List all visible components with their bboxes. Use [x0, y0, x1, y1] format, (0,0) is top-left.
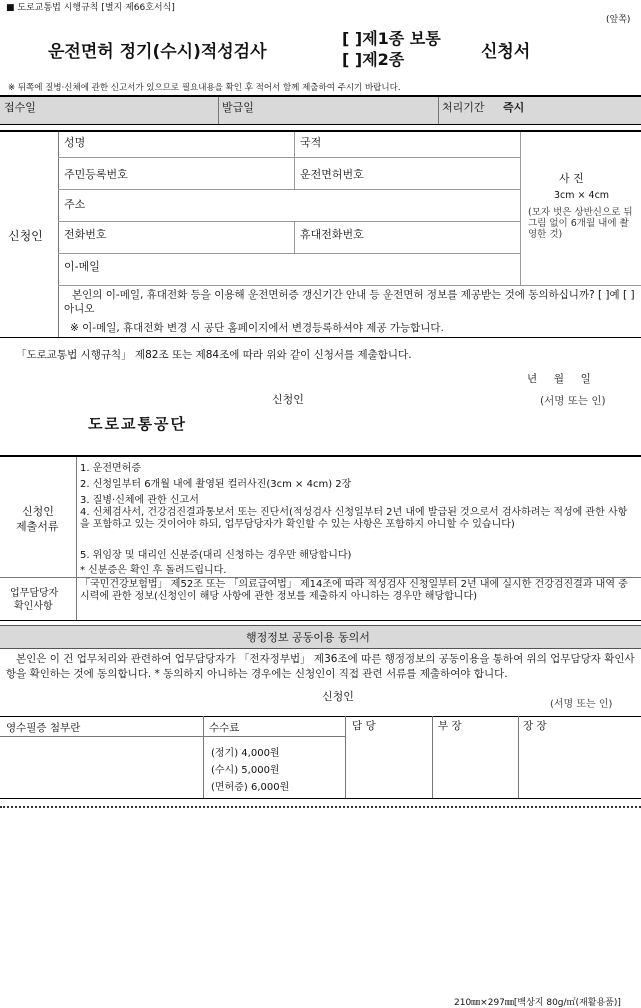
phone-field[interactable]: 전화번호	[64, 228, 107, 241]
declaration-date[interactable]: 년 월 일	[527, 373, 591, 385]
divider	[345, 716, 346, 798]
paper-size: 210㎜×297㎜[백상지 80g/㎡(재활용품)]	[454, 998, 621, 1008]
fee-occasional: (수시) 5,000원	[211, 765, 280, 776]
rule	[0, 716, 641, 717]
resident-number-field[interactable]: 주민등록번호	[64, 168, 128, 181]
name-field[interactable]: 성명	[64, 136, 86, 149]
divider	[294, 221, 295, 253]
admin-applicant: 신청인	[322, 690, 354, 703]
rule	[0, 337, 641, 338]
approval-chief: 장 장	[523, 720, 547, 732]
document-item: 2. 신청일부터 6개월 내에 촬영된 컬러사진(3cm × 4cm) 2장	[80, 479, 352, 490]
divider	[438, 97, 439, 124]
email-field[interactable]: 이-메일	[64, 260, 100, 273]
rule	[0, 620, 641, 621]
consent-note: ※ 이-메일, 휴대전화 변경 시 공단 홈페이지에서 변경등록하셔야 제공 가능합니다.	[70, 322, 444, 334]
declaration-sign[interactable]: (서명 또는 인)	[540, 395, 606, 407]
divider	[58, 285, 641, 286]
admin-sign[interactable]: (서명 또는 인)	[550, 699, 613, 710]
divider	[203, 716, 204, 798]
document-item: 3. 질병·신체에 관한 신고서	[80, 495, 199, 506]
issue-date-label: 발급일	[222, 101, 254, 114]
approval-staff: 담 당	[352, 720, 376, 732]
applicant-section-label: 신청인	[8, 229, 43, 243]
divider	[432, 716, 433, 798]
receipt-row	[0, 97, 641, 124]
consent-text: 본인의 이-메일, 휴대전화 등을 이용해 운전면허증 갱신기간 안내 등 운전면허 정보를 제공받는 것에 동의하십니까? [ ]예 [ ]아니오	[64, 289, 635, 315]
divider	[518, 716, 519, 798]
rule	[0, 455, 641, 457]
divider	[58, 189, 520, 190]
page-side: (앞쪽)	[606, 15, 631, 25]
documents-label-1: 신청인	[22, 505, 54, 518]
law-reference: ■ 도로교통법 시행규칙 [별지 제66호서식]	[6, 3, 175, 13]
divider	[0, 736, 345, 737]
rule	[0, 124, 641, 125]
divider	[58, 132, 59, 337]
form-title-suffix: 신청서	[481, 42, 531, 62]
fee-license: (면허증) 6,000원	[211, 782, 290, 793]
divider	[58, 157, 520, 158]
admin-consent-text: 본인은 이 건 업무처리와 관련하여 업무담당자가 「전자정부법」 제36조에 따른 행정정보의 공동이용을 통하여 위의 업무담당자 확인사항을 확인하는 것에 동의합니다. * 동의하지 아니하는 경우에는 신청인이 직접 관련 서류를 제출하여야 합니다.	[6, 653, 635, 680]
declaration-applicant: 신청인	[272, 393, 304, 406]
header-note: ※ 뒤쪽에 질병·신체에 관한 신고서가 있으므로 필요내용을 확인 후 적어서 함께 제출하여 주시기 바랍니다.	[8, 83, 401, 93]
class2-checkbox[interactable]: [ ]제2종	[342, 50, 405, 69]
document-item: 4. 신체검사서, 건강검진결과통보서 또는 진단서(적성검사 신청일부터 2년 내에 발급된 것으로서 검사하려는 적성에 관한 사항을 포함하고 있는 것이어야 하되, 업무담당자가 확인할 수 있는 사항은 포함하지 아니할 수 있습니다)	[80, 507, 628, 530]
document-item: 5. 위임장 및 대리인 신분증(대리 신청하는 경우만 해당합니다)	[80, 550, 352, 561]
divider	[76, 457, 77, 620]
recipient-agency: 도로교통공단	[88, 415, 187, 433]
rule	[0, 130, 641, 132]
photo-title: 사 진	[559, 172, 584, 185]
officer-label-2: 확인사항	[14, 601, 53, 612]
divider	[58, 221, 520, 222]
documents-note: * 신분증은 확인 후 돌려드립니다.	[80, 565, 227, 576]
officer-label-1: 업무담당자	[10, 588, 59, 599]
rule	[0, 798, 641, 799]
approval-manager: 부 장	[438, 720, 462, 732]
cut-line	[0, 806, 641, 808]
divider	[294, 132, 295, 189]
nationality-field[interactable]: 국적	[300, 136, 322, 149]
processing-period-label: 처리기간	[442, 101, 485, 114]
mobile-field[interactable]: 휴대전화번호	[300, 228, 364, 241]
divider	[58, 253, 520, 254]
officer-check-text: 「국민건강보험법」 제52조 또는 「의료급여법」 제14조에 따라 적성검사 신청일부터 2년 내에 실시한 건강검진결과 내역 중 시력에 관한 정보(신청인이 해당 사항에 관한 정보를 제출하지 아니하는 경우만 해당합니다)	[80, 579, 628, 602]
fee-regular: (정기) 4,000원	[211, 748, 280, 759]
form-title: 운전면허 정기(수시)적성검사	[48, 42, 267, 62]
processing-period-value: 즉시	[503, 101, 525, 114]
received-date-label: 접수일	[4, 101, 36, 114]
license-number-field[interactable]: 운전면허번호	[300, 168, 364, 181]
divider	[218, 97, 219, 124]
declaration-text: 「도로교통법 시행규칙」 제82조 또는 제84조에 따라 위와 같이 신청서를 제출합니다.	[16, 349, 412, 361]
class1-checkbox[interactable]: [ ]제1종 보통	[342, 29, 441, 48]
divider	[0, 577, 641, 578]
document-item: 1. 운전면허증	[80, 463, 142, 474]
photo-size: 3cm × 4cm	[554, 190, 610, 201]
documents-label-2: 제출서류	[16, 520, 59, 533]
photo-note: (모자 벗은 상반신으로 뒤 그림 없이 6개월 내에 촬영한 것)	[528, 207, 633, 240]
address-field[interactable]: 주소	[64, 198, 86, 211]
fee-label: 수수료	[209, 722, 240, 734]
stamp-attach-label: 영수필증 첨부란	[6, 722, 81, 734]
admin-consent-title: 행정정보 공동이용 동의서	[246, 631, 370, 644]
divider	[520, 132, 521, 285]
